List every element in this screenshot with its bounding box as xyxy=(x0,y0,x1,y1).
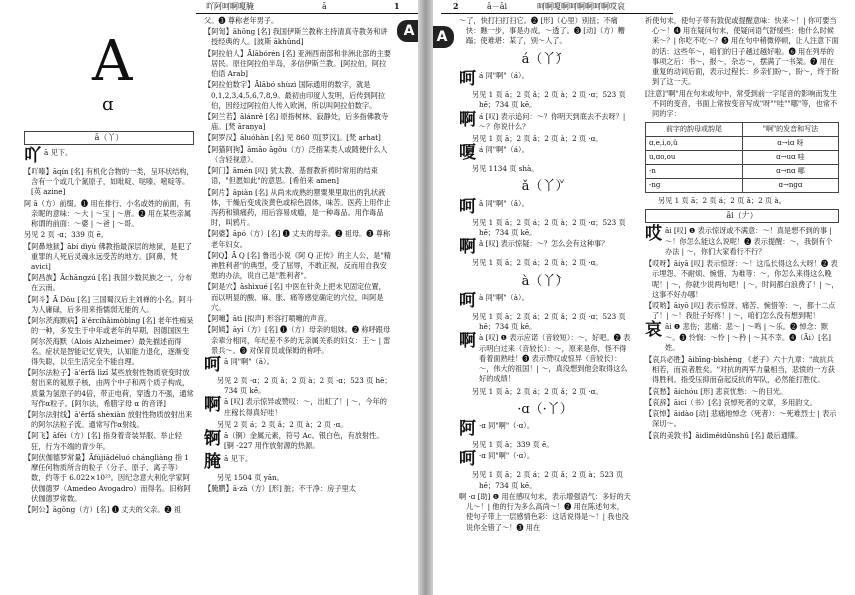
dict-entry: 【阿兰若】ālánrě [名] 原指树林、寂静处，后多指佛教寺庙。[梵 āraṇya] xyxy=(204,111,389,132)
dict-entry: 【哀的美敦书】āidìměidūnshū [名] 最后通牒。 xyxy=(645,430,803,440)
headword xyxy=(459,290,631,311)
headword-def: à 同"啊"（à）。 xyxy=(479,292,529,302)
dict-entry: 【阿訇】āhōng [名] 我国伊斯兰教称主持清真寺教务和讲授经典的人。[波斯 ākhūnd] xyxy=(204,27,388,47)
left-col2-entries xyxy=(204,16,392,356)
table-cell: -n xyxy=(646,165,743,179)
dict-entry: 【阿斗】Ā Dǒu [名] 三国蜀汉后主刘禅的小名。阿斗为人庸碌，后多用来指懦弱无能的人。 xyxy=(24,294,193,314)
table-cell: ɑ→iɑ 呀 xyxy=(742,137,838,151)
pronunciation-table xyxy=(645,122,839,193)
right-letter-tab: A xyxy=(433,26,454,48)
left-head-pinyin: ā xyxy=(322,2,327,11)
cross-reference: 另见 1 页 ā；2 页 á；2 页 à；2 页 ·ɑ。 xyxy=(472,258,603,268)
dict-entry: 【哀兵必胜】āibīng-bìshèng 《老子》六十九章："故抗兵相若，而哀者胜矣。"对抗的两军力量相当，悲愤的一方获得胜利。指受压抑而奋起反抗的军队，必然能打胜仗。 xyxy=(645,355,835,385)
dict-entry: 【哀悼】āidào [动] 悲痛地悼念（死者）：～死难烈士 | 表示深切～。 xyxy=(645,409,837,429)
headword xyxy=(645,322,839,353)
right-col2-entries-b xyxy=(645,355,839,441)
dict-entry: 【阿猫阿狗】āmāo āgǒu（方）泛指某类人或随便什么人（含轻视意）。 xyxy=(204,144,388,164)
right-head-text: 呵啊嗄啊呵啊啊呵啊哎哀 xyxy=(537,2,625,11)
dict-entry: 父。❸ 尊称老年男子。 xyxy=(204,16,279,25)
cross-reference: 另见 2 页 á；2 页 ǎ；2 页 à；2 页 ·ɑ。 xyxy=(217,419,348,429)
headword-def: ·ɑ 同"啊"（·ɑ）。 xyxy=(479,421,535,431)
headword-def: ǎ [叹] 表示惊疑：～？怎么会有这种事？ xyxy=(479,239,609,249)
right-running-head xyxy=(441,0,673,14)
headword-char: 啊 xyxy=(459,109,476,130)
section-heading: ǎ（丫̌） xyxy=(521,179,569,195)
dict-entry: 【阿昌族】Āchāngzú [名] 我国少数民族之一，分布在云南。 xyxy=(24,273,193,293)
headword-def: ǎ 同"啊"（ǎ）。 xyxy=(479,198,529,208)
section-heading: ·ɑ（·丫） xyxy=(517,401,573,417)
headword-char: 哀 xyxy=(645,320,662,341)
table-cell: ɑ→uɑ 哇 xyxy=(742,151,838,165)
dict-entry: 【哎呀】āiyā [叹] 表示惊讶：～！这瓜长得这么大呀！❷ 表示埋怨、不耐烦、惋惜、为难等：～，你怎么来得这么晚呢！| ～，你就少说两句吧！| ～，时间都白浪费了！| ～，这事不好办哪！ xyxy=(645,259,839,299)
headword-char: 呵 xyxy=(459,290,476,311)
pinyin-box: āi（𠂇） xyxy=(645,209,839,223)
dict-entry: 【阿婆】āpó（方）[名] ❶ 丈夫的母亲。❷ 祖母。❸ 尊称老年妇女。 xyxy=(204,229,391,249)
left-column-2 xyxy=(204,16,392,495)
headword xyxy=(459,333,631,384)
table-header: "啊"的发音和写法 xyxy=(742,123,838,137)
left-letter-tab: A xyxy=(397,20,418,42)
cross-reference: 另见 1 页 ā；2 页 á；2 页 ǎ；2 页 à；523 页 hē；734 页 kē。 xyxy=(472,470,624,490)
table-row xyxy=(646,137,839,151)
headword-char: 呵 xyxy=(459,196,476,217)
headword-def: ā 见下。 xyxy=(44,148,73,157)
left-head-text: 吖阿呵啊嗄腌 xyxy=(206,2,254,11)
dict-entry: 【阿罗汉】āluóhàn [名] 见 860 页[罗汉]。[梵 arhat] xyxy=(204,133,381,143)
left-running-head xyxy=(196,0,418,14)
cross-reference: 另见 1 页 ā；2 页 á；2 页 ǎ；2 页 ·ɑ；523 页 hē；734 页 kē。 xyxy=(472,311,626,332)
dict-entry: 【阿是穴】āshìxué [名] 中医在针灸上把未见固定位置，而以明显的酸、麻、胀、痛等感觉确定的穴位，叫阿是穴。 xyxy=(204,282,386,312)
headword-char: 呵 xyxy=(459,449,476,470)
table-cell: u,ɑo,ou xyxy=(646,151,743,165)
dict-entry: 【阿片】āpiàn [名] 从尚未成熟的罂粟果里取出的乳状液体，干燥后变成淡黄色或棕色固体，味苦。医药上用作止泻药和镇痛药，用后容易成瘾，是一种毒品。用作毒品时，叫鸦片。 xyxy=(204,187,391,228)
table-note: 另见 1 页 ā；2 页 á；2 页 ǎ；2 页 à。 xyxy=(658,196,786,206)
headword-def: á [叹] 表示追问：～？你明天到底去不去呀？| ～？你说什么？ xyxy=(479,111,626,131)
cross-reference: 另见 1 页 ā；2 页 á；2 页 ǎ；2 页 ·ɑ。 xyxy=(472,386,603,396)
dict-entry: 【阿拉伯人】Ālābórén [名] 亚洲西南部和非洲北部的主要居民。原住阿拉伯半岛，多信伊斯兰教。[阿拉伯，阿拉伯语 Arab] xyxy=(204,48,391,79)
dict-entry: 【阿嚏】ātì [拟声] 形容打喷嚏的声音。 xyxy=(204,314,332,324)
dict-entry: 【哀辞】āicí（书）[名] 哀悼死者的文章，多用韵文。 xyxy=(645,397,817,407)
headword xyxy=(204,451,392,472)
dict-entry: 【阿飞】āfēi（方）[名] 指身着奇装异服、举止轻狂，行为不端的青少年。 xyxy=(24,431,182,451)
cross-reference: 另见 1 页 ā；2 页 ǎ；2 页 à；2 页 ·ɑ；523 页 hē；734 页 kē。 xyxy=(472,90,626,110)
right-column-2 xyxy=(645,16,839,442)
table-row xyxy=(646,151,839,165)
dict-entry: 祈使句末，使句子带有敦促或提醒意味：快来～！| 你可要当心～！❹ 用在疑问句末，使疑问语气舒缓些：他什么时候来～？| 你吃不吃～？❺ 用在句中稍微停顿，让人注意下面的话：这些年～，咱们的日子越过越好啦。❻ 用在列举的事项之后：书～，报～，杂志～，摆满了一书架。❼ 用在重复的动词后面，表示过程长：乡亲们盼～，盼～，终于盼到了这一天。 xyxy=(645,16,839,87)
dict-entry: 【阿伏伽德罗常量】Āfújiādéluó chánglìàng 指 1 摩任何物质所含的粒子（分子、原子、离子等）数，约等于 6.022×10²³。因纪念意大利化学家阿伏伽德罗（Amedeo Avogadro）而得名。旧称阿伏伽德罗常数。 xyxy=(24,452,191,503)
headword xyxy=(645,226,839,257)
headword-char: 啊 xyxy=(459,237,476,258)
headword-char: 啊 xyxy=(204,395,221,416)
table-row xyxy=(646,165,839,179)
pinyin-box: ā（丫） xyxy=(24,131,194,145)
headword-char: 啊 xyxy=(459,331,476,352)
headword-def: ā 同"啊"（ā）。 xyxy=(224,357,274,366)
cross-reference: 另见 1134 页 shà。 xyxy=(472,164,539,174)
headword-def: á 同"啊"（á）。 xyxy=(479,145,529,155)
dict-entry: 【阿公】āgōng（方）[名] ❶ 丈夫的父亲。❷ 祖 xyxy=(24,505,182,514)
dict-entry: 【阿尔茨海默病】ā'ěrcíhǎimòbìng [名] 老年性痴呆的一种，多发生于中年或老年的早期，因德国医生阿尔茨海默（Alois Alzheimer）最先描述而得名。症状是智能记忆衰失，认知能力退化，逐渐变得失聪，以至生活完全不能自理。 xyxy=(24,316,194,366)
headword xyxy=(459,196,631,217)
table-cell: ɑ→ngɑ xyxy=(742,179,838,193)
dict-entry: 【哎哟】āiyō [叹] 表示惊讶、痛苦、惋惜等：～，都十二点了！| ～！我肚子好疼！| ～，咱们怎么没有想到呢！ xyxy=(645,300,836,321)
big-letter: A xyxy=(92,29,133,94)
headword-char: 吖 xyxy=(24,146,41,166)
dict-entry: 【阿鼻地狱】ābí dìyù 佛教指最深层的地狱，是犯了重罪的人死后灵魂永远受苦的地方。[阿鼻，梵 avici] xyxy=(24,241,192,271)
headword xyxy=(459,451,631,468)
right-col1-sections xyxy=(459,51,631,491)
headword-def: ā（锕）金属元素，符号 Ac。银白色，有放射性。[锕 -227 用作放射源的热源。 xyxy=(224,431,384,451)
headword xyxy=(204,431,392,451)
table-header: 前字的韵母或韵尾 xyxy=(646,123,743,137)
dict-entry: ～了，快打扫打扫它。❷ [形]（心里）别扭；不痛快：瞧一步，事是办成，～透了。❸ [动]（方）糟蹋；使难堪：某了，别～人了。 xyxy=(459,16,625,46)
headword-def: ā [叹] 表示惊异或赞叹：～，出虹了！| ～，今年的庄稼长得真好哇！ xyxy=(224,397,387,417)
headword xyxy=(459,71,631,88)
dict-entry: 【阿拉伯数字】Ālābó shùzì 国际通用的数字，就是 0,1,2,3,4,5,6,7,8,9。最初由印度人发明，后传到阿拉伯，因经过阿拉伯人传入欧洲，所以叫阿拉伯数字。 xyxy=(204,80,386,110)
dict-entry: 【阿门】āmén [叹] 犹太教、基督教祈祷时常用的结束语，"但愿如此"的意思。[希伯来 amen] xyxy=(204,166,378,186)
headword-def: ā 见下。 xyxy=(224,453,253,463)
headword-char: 哎 xyxy=(645,224,662,245)
headword-char: 嗄 xyxy=(459,143,476,164)
headword xyxy=(459,239,631,256)
headword xyxy=(459,145,631,162)
right-page-number: 2 xyxy=(453,1,459,11)
headword-def: āi ❶ 悲伤；悲痛：悲～ | ～鸣 | ～乐。❷ 悼念：默～。❸ 怜悯：～怜 | ～矜 | ～其不幸。❹（Āi）[名] 姓。 xyxy=(665,322,831,352)
headword xyxy=(459,421,631,438)
dict-entry: 【吖嗪】āqín [名] 有机化合物的一类，呈环状结构，含有一个或几个氮原子，如吡啶、哒嗪、嘧啶等。[英 azine] xyxy=(24,167,194,197)
section-heading: à（丫̀） xyxy=(521,273,569,289)
dict-entry: 另见 2 页 ·ɑ；339 页 ē。 xyxy=(24,230,108,240)
dict-entry: 【哀愁】āichóu [形] 悲哀忧愁：～的目光。 xyxy=(645,386,788,396)
dict-entry: 【阿尔法射线】ā'ěrfǎ shèxiàn 放射性物质放射出来的阿尔法粒子流。通常写作α射线。 xyxy=(24,410,193,430)
dict-entry: 阿 ā（方）前缀。❶ 用在排行、小名或姓的前面，有亲昵的意味：～大 | ～宝 | ～唐。❷ 用在某些亲属称谓的前面：～婆 | ～爸 | ～哥。 xyxy=(24,198,192,229)
book-gutter xyxy=(418,0,433,595)
section-banner xyxy=(24,16,194,128)
table-cell: ɑ→nɑ 哪 xyxy=(742,165,838,179)
headword-ya xyxy=(24,148,194,165)
usage-note: [注意]"啊"用在句末或句中，常受到前一字尾音的影响而发生不同的变音，书面上常按变音写成"呀""哇""哪"等，也常不同的字： xyxy=(645,88,838,118)
left-column-1 xyxy=(24,16,194,516)
headword-char: 锕 xyxy=(204,429,221,450)
dict-entry: 【阿姨】āyí（方）[名] ❶（方）母亲的姐妹。❷ 称呼跟母亲辈分相同，年纪差不多的无亲属关系的妇女：王～ | 雷景兵～。❸ 对保育员或保姆的称呼。 xyxy=(204,325,391,355)
left-col1-entries xyxy=(24,167,194,515)
right-head-pinyin: ā－āi xyxy=(487,2,508,11)
headword xyxy=(204,397,392,417)
small-letter: ɑ xyxy=(102,94,114,115)
headword-def: ·ɑ 同"啊"（·ɑ）。 xyxy=(479,451,535,461)
right-column-1 xyxy=(459,16,631,534)
table-cell: ɑ,e,i,o,ü xyxy=(646,137,743,151)
dict-entry: 【腌臜】ā·zā（方）[形] 脏；不干净：房子里太 xyxy=(204,483,356,493)
cross-reference: 另见 1504 页 yān。 xyxy=(217,472,284,482)
dict-entry: 【阿Q】Ā Q [名] 鲁迅小说《阿 Q 正传》的主人公，是"精神胜利者"的典型，受了屈辱，不敢正视，反而用自我安慰的办法，说自己是"胜利者"。 xyxy=(204,250,391,281)
left-col2-headwords xyxy=(204,357,392,483)
headword-char: 呵 xyxy=(204,355,221,375)
dict-entry: 啊 ·ɑ [助] ❶ 用在感叹句末，表示增强语气：多好的天儿～！| 他的行为多么高尚～！❷ 用在陈述句末，使句子带上一层感情色彩：这话说得是～！| 我也没说你全错了～！❸ 用在 xyxy=(459,491,631,532)
headword-def: à [叹] ❶ 表示应诺（音较短）：～，好吧。❷ 表示明白过来（音较长）：～，原来是你，怪不得看着面熟哇！❸ 表示赞叹或惊异（音较长）：～，伟大的祖国！| ～，真没想到他会取得这么好的成绩！ xyxy=(479,333,631,384)
cross-reference: 另见 1 页 ā；2 页 ǎ；2 页 à；2 页 ·ɑ。 xyxy=(472,133,603,143)
cross-reference: 另见 1 页 ā；339 页 ē。 xyxy=(472,440,554,450)
left-page-number: 1 xyxy=(394,1,400,11)
headword-char: 腌 xyxy=(204,451,221,472)
headword-def: āi [叹] ❶ 表示惊讶或不满意：～！真是想不到的事 | ～！你怎么能这么说呢！❷ 表示提醒：～，我倒有个办法 | ～，你们大家看行不行？ xyxy=(665,226,833,256)
headword xyxy=(459,109,631,132)
headword-char: 呵 xyxy=(459,69,476,90)
headword xyxy=(204,357,392,374)
dict-entry: 【阿尔法粒子】ā'ěrfǎ lìzǐ 某些放射性物质衰变时放射出来的氦原子核，由两个中子和两个质子构成，质量为氢原子的4倍，带正电荷，穿透力不强，通常写作α粒子。[阿尔法，希腊字母 α 的音译] xyxy=(24,368,194,408)
table-row xyxy=(646,179,839,193)
headword-def: á 同"啊"（á）。 xyxy=(479,71,529,81)
cross-reference: 另见 1 页 ā；2 页 á；2 页 à；2 页 ·ɑ；523 页 hē；734 页 kē。 xyxy=(472,217,626,238)
cross-reference: 另见 2 页 ·ɑ；2 页 ǎ；2 页 à；2 页 ·ɑ；523 页 hē；734 页 kē。 xyxy=(217,376,392,396)
table-cell: -ng xyxy=(646,179,743,193)
headword-char: 阿 xyxy=(459,419,476,440)
left-page xyxy=(0,0,418,595)
right-page xyxy=(433,0,855,595)
right-col2-entries-a xyxy=(645,259,839,321)
section-heading: á（丫́） xyxy=(521,51,569,67)
